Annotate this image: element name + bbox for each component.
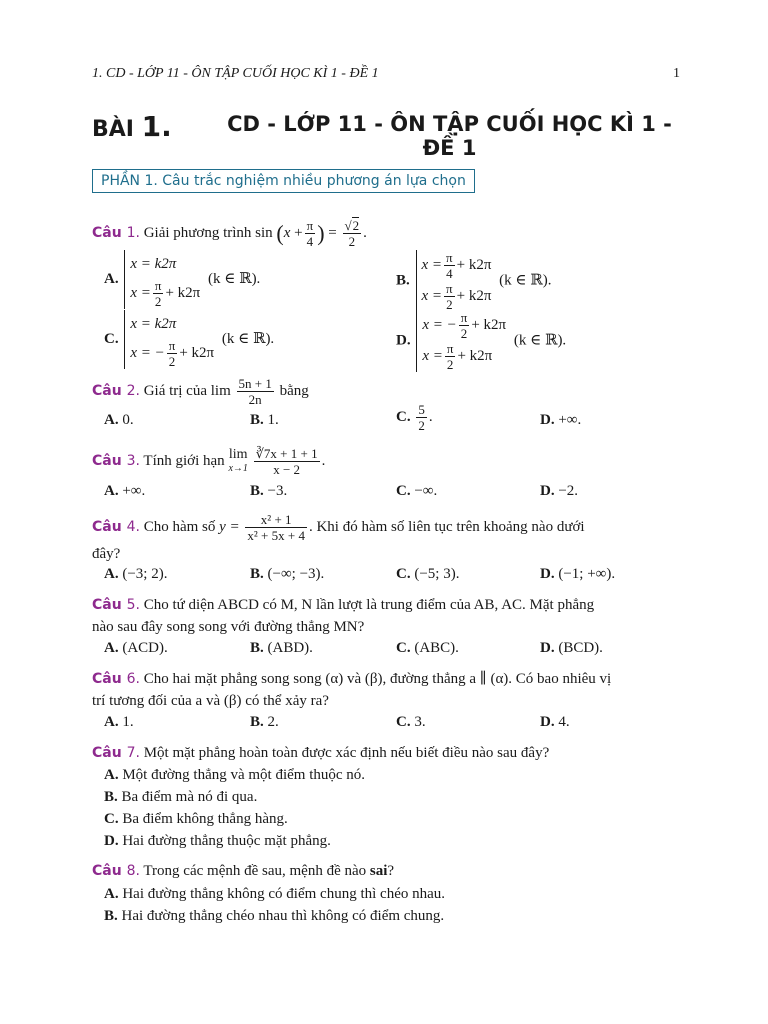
option-4c[interactable]: C. (−5; 3). — [396, 566, 460, 582]
question-text: Giá trị của lim — [143, 382, 231, 399]
running-header — [92, 66, 680, 82]
question-label: Câu 2. — [92, 382, 140, 399]
option-2d[interactable]: D. +∞. — [540, 412, 582, 428]
question-4: Câu 4. Cho hàm số y = $\frac{\text{x² + 1}}{\text{x² + 5x + 4}}$ . Khi đó hàm số liên tục trên khoảng nào dưới đây? — [92, 512, 585, 562]
question-text: Giải phương trình sin — [143, 224, 273, 241]
question-8: Câu 8. Trong các mệnh đề sau, mệnh đề nào sai? — [92, 863, 395, 879]
question-6: Câu 6. Cho hai mặt phẳng song song (α) và (β), đường thẳng a ∥ (α). Có bao nhiêu vị trí tương đối của a và (β) có thể xảy ra? — [92, 671, 612, 709]
option-7a[interactable]: A. Một đường thẳng và một điểm thuộc nó. — [104, 767, 366, 783]
question-5: Câu 5. Cho tứ diện ABCD có M, N lần lượt là trung điểm của AB, AC. Mặt phẳng nào sau đây song song với đường thẳng MN? — [92, 597, 595, 635]
option-3a[interactable]: A. +∞. — [104, 483, 146, 499]
question-text: Tính giới hạn — [143, 452, 225, 469]
option-7b[interactable]: B. Ba điểm mà nó đi qua. — [104, 789, 258, 805]
question-3: Câu 3. Tính giới hạn lim x→1 $\frac{∛7x + 1 + 1}{x - 2}$ . — [92, 446, 326, 477]
question-label: Câu 4. — [92, 518, 140, 535]
section-heading: PHẦN 1. Câu trắc nghiệm nhiều phương án lựa chọn — [92, 169, 475, 193]
question-label: Câu 7. — [92, 745, 140, 761]
option-3c[interactable]: C. −∞. — [396, 483, 438, 499]
option-2a[interactable]: A. 0. — [104, 412, 134, 428]
option-6c[interactable]: C. 3. — [396, 714, 426, 730]
option-3d[interactable]: D. −2. — [540, 483, 579, 499]
option-7d[interactable]: D. Hai đường thẳng thuộc mặt phẳng. — [104, 833, 331, 849]
option-4a[interactable]: A. (−3; 2). — [104, 566, 168, 582]
option-2c[interactable]: C. $\frac{5}{2}$ . — [396, 402, 433, 433]
option-4b[interactable]: B. (−∞; −3). — [250, 566, 325, 582]
option-6b[interactable]: B. 2. — [250, 714, 279, 730]
option-8b[interactable]: B. Hai đường thẳng chéo nhau thì không có điểm chung. — [104, 908, 445, 924]
option-8a[interactable]: A. Hai đường thẳng không có điểm chung thì chéo nhau. — [104, 886, 446, 902]
question-label: Câu 3. — [92, 452, 140, 469]
question-label: Câu 1. — [92, 224, 140, 241]
question-2: Câu 2. Giá trị của lim $\frac{5n + 1}{2n}$ bằng — [92, 376, 309, 407]
option-6a[interactable]: A. 1. — [104, 714, 134, 730]
question-7: Câu 7. Một mặt phẳng hoàn toàn được xác định nếu biết điều nào sau đây? — [92, 745, 550, 761]
question-label: Câu 5. — [92, 597, 140, 613]
option-7c[interactable]: C. Ba điểm không thẳng hàng. — [104, 811, 288, 827]
question-1: Câu 1. Giải phương trình sin (x + $\frac{\pi}{4}$ ) = $\frac{√2}{2}$ . — [92, 218, 367, 249]
lesson-title-text: CD - LỚP 11 - ÔN TẬP CUỐI HỌC KÌ 1 - ĐỀ 1 — [227, 112, 672, 160]
option-2b[interactable]: B. 1. — [250, 412, 279, 428]
option-5c[interactable]: C. (ABC). — [396, 640, 459, 656]
option-1d[interactable]: D. x = − $\frac{\pi}{2}$ + k2π x = $\frac{\pi}{2}$ + k2π (k ∈ ℝ). — [396, 310, 567, 372]
option-3b[interactable]: B. −3. — [250, 483, 288, 499]
option-4d[interactable]: D. (−1; +∞). — [540, 566, 616, 582]
option-1a[interactable]: A. x = k2π x = $\frac{\pi}{2}$ + k2π (k ∈ ℝ). — [104, 250, 260, 309]
lesson-number: BÀI 1. — [92, 110, 172, 143]
option-1b[interactable]: B. x = $\frac{\pi}{4}$ + k2π x = $\frac{\pi}{2}$ + k2π (k ∈ ℝ). — [396, 250, 552, 312]
question-label: Câu 6. — [92, 671, 140, 687]
option-5a[interactable]: A. (ACD). — [104, 640, 168, 656]
running-title: 1. CD - LỚP 11 - ÔN TẬP CUỐI HỌC KÌ 1 - ĐỀ 1 — [92, 66, 379, 81]
question-label: Câu 8. — [92, 863, 140, 879]
option-5d[interactable]: D. (BCD). — [540, 640, 603, 656]
option-1c[interactable]: C. x = k2π x = − $\frac{\pi}{2}$ + k2π (k ∈ ℝ). — [104, 310, 274, 369]
option-5b[interactable]: B. (ABD). — [250, 640, 313, 656]
option-6d[interactable]: D. 4. — [540, 714, 570, 730]
page-number: 1 — [673, 66, 680, 81]
